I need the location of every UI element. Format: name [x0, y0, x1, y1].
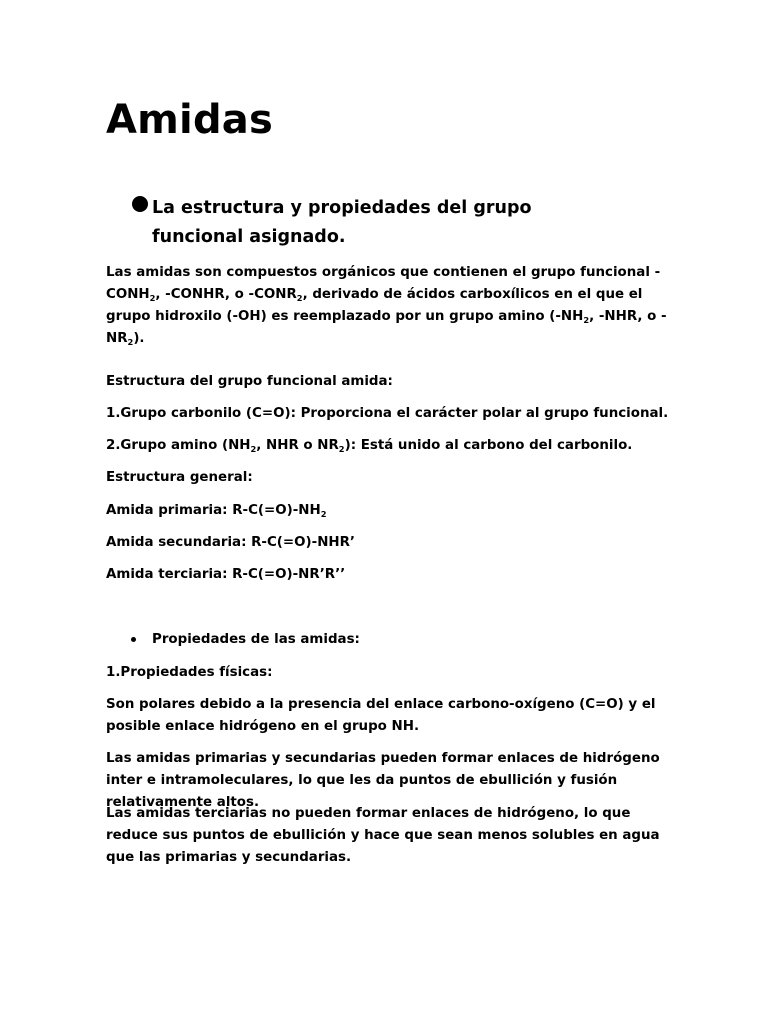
- intro-text-4: , -NHR, o -NR: [106, 309, 667, 346]
- primary-amide-text: Amida primaria: R-C(=O)-NH: [106, 503, 321, 518]
- item-amino: [106, 435, 672, 457]
- paragraph-polarity: Son polares debido a la presencia del enlace carbono-oxígeno (C=O) y el posible enlace hidrógeno en el grupo NH.: [106, 697, 656, 734]
- list-bullet-icon: [131, 637, 136, 642]
- section-heading: La estructura y propiedades del grupo funcional asignado.: [152, 198, 532, 247]
- intro-text-2: , -CONHR, o -CONR: [155, 287, 297, 302]
- item-amino-text-3: ): Está unido al carbono del carbonilo.: [344, 438, 633, 453]
- item-carbonyl: 1.Grupo carbonilo (C=O): Proporciona el carácter polar al grupo funcional.: [106, 406, 669, 421]
- intro-text-1: Las amidas son compuestos orgánicos que contienen el grupo funcional -CONH: [106, 265, 661, 302]
- secondary-amide: Amida secundaria: R-C(=O)-NHR’: [106, 535, 356, 550]
- intro-sub-4: 2: [127, 336, 134, 347]
- item-amino-sub-1: 2: [250, 443, 257, 454]
- primary-amide: [106, 500, 672, 522]
- heading-bullet-icon: [132, 196, 148, 212]
- tertiary-amide: Amida terciaria: R-C(=O)-NR’R’’: [106, 567, 346, 582]
- intro-sub-1: 2: [149, 292, 156, 303]
- intro-paragraph: [106, 262, 672, 350]
- paragraph-primary-secondary: Las amidas primarias y secundarias pueden formar enlaces de hidrógeno inter e intramoleculares, lo que les da puntos de ebullición y fusión relativamente altos.: [106, 751, 660, 810]
- intro-sub-3: 2: [583, 314, 590, 325]
- item-amino-text-1: 2.Grupo amino (NH: [106, 438, 251, 453]
- properties-bullet-item: Propiedades de las amidas:: [152, 632, 360, 647]
- paragraph-tertiary: Las amidas terciarias no pueden formar enlaces de hidrógeno, lo que reduce sus puntos de ebullición y hace que sean menos solubles en agua que las primarias y secundarias.: [106, 806, 660, 865]
- intro-text-5: ).: [133, 331, 145, 346]
- intro-text-3: , derivado de ácidos carboxílicos en el que el grupo hidroxilo (-OH) es reemplazado por un grupo amino (-NH: [106, 287, 643, 324]
- intro-sub-2: 2: [296, 292, 303, 303]
- item-amino-text-2: , NHR o NR: [256, 438, 339, 453]
- structure-heading: Estructura del grupo funcional amida:: [106, 374, 393, 389]
- physical-properties-heading: 1.Propiedades físicas:: [106, 665, 273, 680]
- item-amino-sub-2: 2: [338, 443, 345, 454]
- page-title: Amidas: [106, 97, 273, 143]
- primary-amide-sub: 2: [320, 508, 327, 519]
- general-structure-label: Estructura general:: [106, 470, 253, 485]
